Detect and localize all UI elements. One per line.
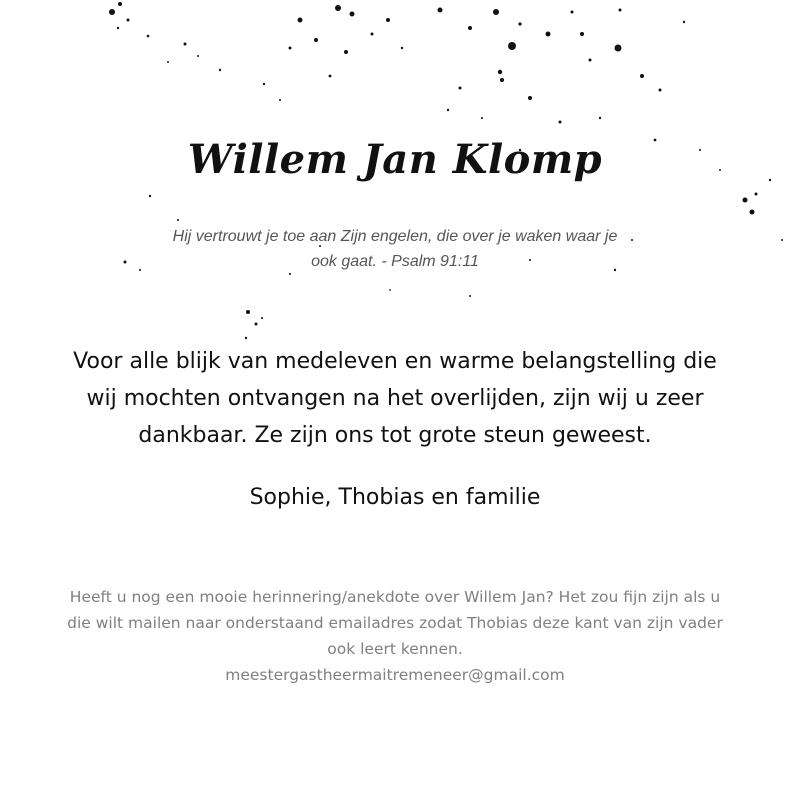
signature: Sophie, Thobias en familie	[249, 485, 541, 510]
email-address: meestergastheermaitremeneer@gmail.com	[225, 666, 565, 684]
anecdote-request	[60, 584, 730, 688]
thank-you-message: Voor alle blijk van medeleven en warme belangstelling die wij mochten ontvangen na het overlijden, zijn wij u zeer dankbaar. Ze zijn ons tot grote steun geweest.	[73, 349, 717, 448]
deceased-name: Willem Jan Klomp	[187, 136, 603, 183]
anecdote-request-text: Heeft u nog een mooie herinnering/anekdote over Willem Jan? Het zou fijn zijn als u die wilt mailen naar onderstaand emailadres zodat Thobias deze kant van zijn vader ook leert kennen.	[67, 588, 723, 658]
bible-verse: Hij vertrouwt je toe aan Zijn engelen, die over je waken waar je ook gaat. - Psalm 91:11	[172, 228, 618, 270]
